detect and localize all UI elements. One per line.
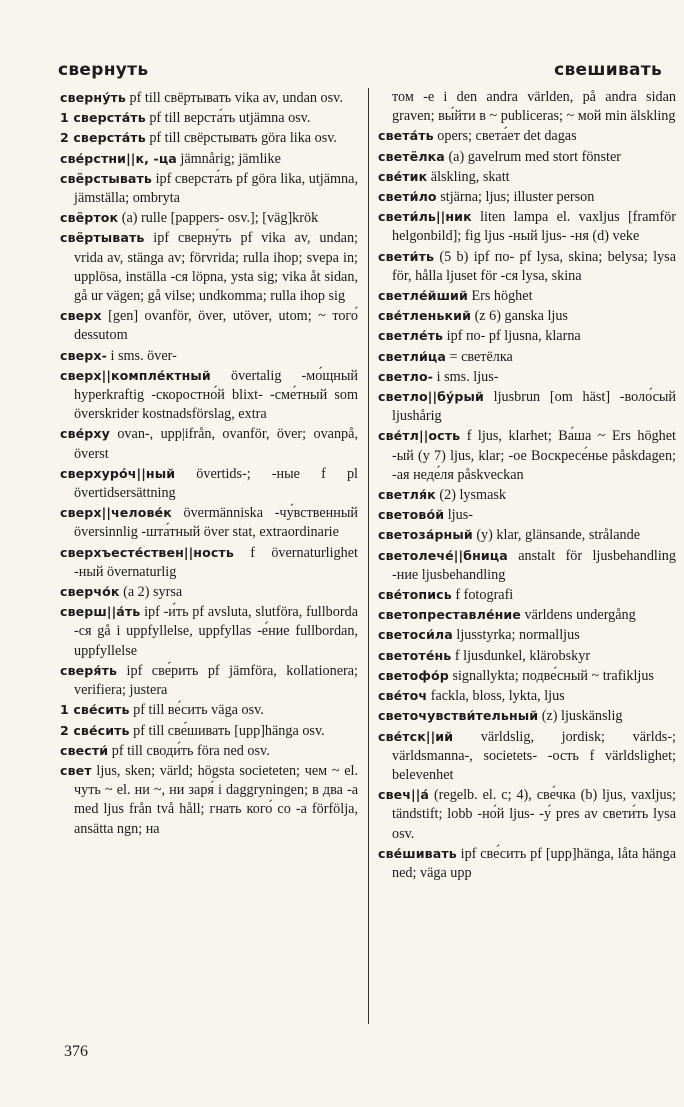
entry-headword: сверх||компле́ктный (60, 367, 211, 383)
entry-definition: (z 6) ganska ljus (471, 308, 568, 325)
entry-headword: све́топись (378, 587, 452, 603)
entry-definition: ipf све́сить pf [upp]hänga, låta hänga ned; väga upp (392, 845, 676, 881)
entry-definition: f ljusdunkel, klärobskyr (451, 647, 591, 664)
entry-headword: све́тл||ость (378, 428, 461, 444)
entry-headword: сверх||челове́к (60, 505, 172, 521)
entry-definition: (regelb. el. c; 4), све́чка (b) ljus, vaxljus; tändstift; lobb -но́й ljus- -у́ pres av свети́ть lysa osv. (392, 787, 676, 842)
dictionary-entry (378, 585, 676, 605)
dictionary-entry (378, 187, 676, 207)
dictionary-entry (60, 346, 358, 366)
entry-headword: свети́ть (378, 248, 435, 264)
dictionary-entry (378, 426, 676, 485)
dictionary-entry (378, 666, 676, 686)
entry-definition: pf till ве́сить väga osv. (129, 702, 264, 719)
entry-headword: 1 све́сить (60, 702, 130, 718)
entry-definition: pf till свёртывать vika av, undan osv. (125, 90, 343, 106)
entry-definition: ipf сверну́ть pf vika av, undan; vrida av, stänga av; förvrida; rulla ihop; svepa in; upplösa, inställa -ся löpna, ysta sig; vika åt sidan, gå ur vägen; gå vilse; undkomma; rulla ihop sig (74, 230, 358, 305)
entry-definition: ipf -и́ть pf avsluta, slutföra, fullborda -ся gå i uppfyllelse, uppfyllas -е́ние fullbordan, uppfyllelse (74, 604, 358, 659)
entry-definition: pf till верста́ть utjämna osv. (145, 110, 311, 127)
entry-headword: свёрток (60, 210, 119, 226)
dictionary-entry (60, 761, 358, 839)
dictionary-entry (60, 228, 358, 306)
entry-headword: светоси́ла (378, 627, 453, 643)
entry-headword: свет (60, 762, 92, 778)
entry-definition: världslig, jordisk; världs-; världsmanna-, societets- -ость f världslighet; belevenhet (392, 728, 676, 783)
dictionary-entry (60, 661, 358, 700)
dictionary-entry (60, 700, 358, 720)
entry-headword: светле́йший (378, 288, 468, 304)
entry-headword: све́рху (60, 426, 110, 442)
dictionary-entry (378, 706, 676, 726)
right-column (378, 88, 676, 883)
entry-headword: сверну́ть (60, 90, 126, 105)
column-divider (368, 88, 369, 1024)
entry-headword: светло- (378, 368, 434, 384)
dictionary-entry (60, 503, 358, 542)
entry-headword: 1 сверста́ть (60, 110, 146, 126)
dictionary-entry (378, 247, 676, 286)
entry-headword: светло||бу́рый (378, 389, 484, 405)
entry-headword: све́тик (378, 168, 428, 184)
entry-definition: ljusstyrka; normalljus (452, 627, 580, 644)
dictionary-entry (378, 727, 676, 786)
entry-definition: i sms. över- (106, 347, 177, 364)
dictionary-entry (378, 686, 676, 706)
dictionary-entry (378, 387, 676, 426)
dictionary-entry (378, 147, 676, 167)
entry-headword: светли́ца (378, 348, 446, 364)
entry-headword: све́тск||ий (378, 728, 454, 744)
entry-definition: pf till свёрстывать göra lika osv. (145, 130, 337, 147)
entry-definition: ipf све́рить pf jämföra, kollationera; verifiera; justera (74, 662, 358, 699)
dictionary-entry (378, 88, 676, 126)
dictionary-entry (378, 546, 676, 585)
entry-headword: светоте́нь (378, 647, 452, 663)
entry-definition: liten lampa el. vaxljus [framför helgonbild]; fig ljus -ный ljus- -ня (d) veke (392, 209, 676, 245)
dictionary-entry (378, 306, 676, 326)
left-column (60, 88, 358, 839)
dictionary-entry (378, 485, 676, 505)
entry-definition: (5 b) ipf по- pf lysa, skina; belysa; lysa för, hålla ljuset för -ся lysa, skina (392, 248, 676, 284)
entry-definition: pf till своди́ть föra ned osv. (108, 742, 270, 759)
entry-definition: jämnårig; jämlike (176, 150, 281, 167)
entry-definition: fackla, bloss, lykta, ljus (427, 688, 565, 705)
dictionary-entry (378, 126, 676, 146)
entry-definition: (a) rulle [pappers- osv.]; [väg]krök (118, 210, 319, 227)
dictionary-entry (60, 543, 358, 582)
entry-headword: светоза́рный (378, 527, 473, 543)
entry-headword: све́тленький (378, 308, 472, 324)
entry-headword: света́ть (378, 128, 434, 144)
entry-headword: светово́й (378, 507, 445, 523)
dictionary-entry (60, 128, 358, 148)
entry-definition: ljus, sken; värld; högsta societeten; чем ~ el. чуть ~ el. ни ~, ни заря́ i daggryningen; в два -а med ljus från två håll; гнать кого́ со -а förfölja, ansätta ngn; на (74, 762, 358, 837)
entry-headword: светля́к (378, 487, 436, 503)
entry-headword: сверя́ть (60, 662, 118, 678)
entry-headword: свести́ (60, 742, 109, 758)
entry-definition: (a) gavelrum med stort fönster (444, 148, 621, 165)
entry-headword: све́рстни||к, -ца (60, 150, 177, 166)
entry-headword: свети́ль||ник (378, 209, 472, 225)
entry-headword: свёртывать (60, 230, 145, 246)
entry-definition: ipf сверста́ть pf göra lika, utjämna, jämställa; ombryta (74, 170, 358, 207)
entry-definition: ljusbrun [om häst] -воло́сый ljushårig (392, 389, 676, 425)
page-number: 376 (64, 1043, 88, 1060)
columns (60, 88, 676, 1028)
dictionary-entry (378, 326, 676, 346)
dictionary-entry (378, 844, 676, 883)
dictionary-entry (378, 625, 676, 645)
dictionary-entry (378, 525, 676, 545)
entry-headword: сверх- (60, 347, 107, 363)
dictionary-entry (378, 785, 676, 844)
entry-headword: светолече́||бница (378, 547, 508, 563)
entry-headword: светле́ть (378, 328, 444, 344)
entry-headword: сверхуро́ч||ный (60, 465, 176, 481)
entry-definition: (z) ljuskänslig (538, 708, 623, 725)
entry-headword: свеч||а́ (378, 787, 430, 803)
dictionary-entry (60, 149, 358, 169)
entry-definition: f fotografi (451, 587, 514, 604)
entry-headword: 2 сверста́ть (60, 130, 146, 146)
dictionary-entry (60, 582, 358, 602)
dictionary-entry (378, 646, 676, 666)
dictionary-entry (60, 169, 358, 208)
entry-headword: све́шивать (378, 845, 457, 861)
entry-headword: сверш||а́ть (60, 604, 141, 620)
entry-definition: signallykta; подве́сный ~ trafikljus (448, 667, 654, 684)
entry-definition: (a 2) syrsa (119, 584, 183, 601)
dictionary-entry (378, 367, 676, 387)
entry-headword: 2 све́сить (60, 722, 130, 738)
dictionary-entry (378, 505, 676, 525)
dictionary-entry (60, 108, 358, 128)
entry-definition: stjärna; ljus; illuster person (436, 189, 595, 206)
entry-definition: i sms. ljus- (433, 368, 499, 385)
entry-definition: [gen] ovanför, över, utöver, utom; ~ того́ dessutom (74, 308, 358, 344)
entry-headword: светёлка (378, 148, 445, 164)
right-guide-word: свешивать (554, 60, 662, 80)
entry-definition: opers; света́ет det dagas (433, 128, 577, 145)
entry-definition: ljus- (444, 507, 473, 524)
entry-headword: светофо́р (378, 667, 449, 683)
dictionary-entry (60, 366, 358, 425)
entry-definition: ovan-, upp|ifrån, ovanför, över; ovanpå, överst (74, 426, 358, 462)
dictionary-entry (378, 167, 676, 187)
dictionary-entry (378, 286, 676, 306)
dictionary-entry (378, 347, 676, 367)
entry-definition: världens undergång (520, 607, 636, 624)
entry-headword: сверх (60, 308, 102, 324)
dictionary-entry (60, 88, 358, 108)
entry-definition: anstalt för ljusbehandling -ние ljusbehandling (392, 547, 676, 583)
entry-definition: Ers höghet (467, 288, 533, 305)
entry-definition: älskling, skatt (427, 168, 510, 185)
entry-headword: све́точ (378, 688, 428, 704)
dictionary-entry (378, 605, 676, 625)
entry-definition: (y) klar, glänsande, strålande (472, 527, 641, 544)
dictionary-entry (60, 424, 358, 463)
entry-headword: светочувстви́тельный (378, 708, 539, 724)
left-guide-word: свернуть (58, 60, 149, 80)
entry-headword: сверчо́к (60, 584, 120, 600)
dictionary-entry (60, 306, 358, 345)
entry-definition: övertids-; -ные f pl övertidsersättning (74, 465, 358, 502)
entry-definition: = светёлка (445, 348, 513, 365)
entry-headword: светопреставле́ние (378, 607, 521, 623)
entry-headword: свети́ло (378, 189, 437, 205)
entry-headword: свёрстывать (60, 170, 152, 186)
entry-definition: övertalig -мо́щный hyperkraftig -скоростно́й blixt- -сме́тный som överskrider kostnadsförslag, extra (74, 367, 358, 423)
dictionary-entry (60, 741, 358, 761)
entry-definition: том -е i den andra världen, på andra sidan graven; вы́йти в ~ publiceras; ~ мой min älskling (392, 89, 676, 125)
entry-definition: f ljus, klarhet; Ва́ша ~ Ers höghet -ый (y 7) ljus, klar; -ое Воскресе́нье påskdagen; -ая неде́ля påskveckan (392, 428, 676, 483)
dictionary-entry (60, 602, 358, 661)
dictionary-entry (60, 208, 358, 228)
dictionary-entry (60, 464, 358, 503)
dictionary-entry (378, 207, 676, 246)
dictionary-entry (60, 721, 358, 741)
entry-definition: f övernaturlighet -ный övernaturlig (74, 544, 358, 580)
entry-definition: övermänniska -чу́вственный översinnlig -шта́тный över stat, extraordinarie (74, 505, 358, 541)
entry-definition: (2) lysmask (435, 487, 506, 504)
entry-definition: pf till све́шивать [upp]hänga osv. (129, 722, 325, 739)
entry-headword: сверхъесте́ствен||ность (60, 544, 234, 560)
entry-definition: ipf по- pf ljusna, klarna (443, 328, 581, 345)
